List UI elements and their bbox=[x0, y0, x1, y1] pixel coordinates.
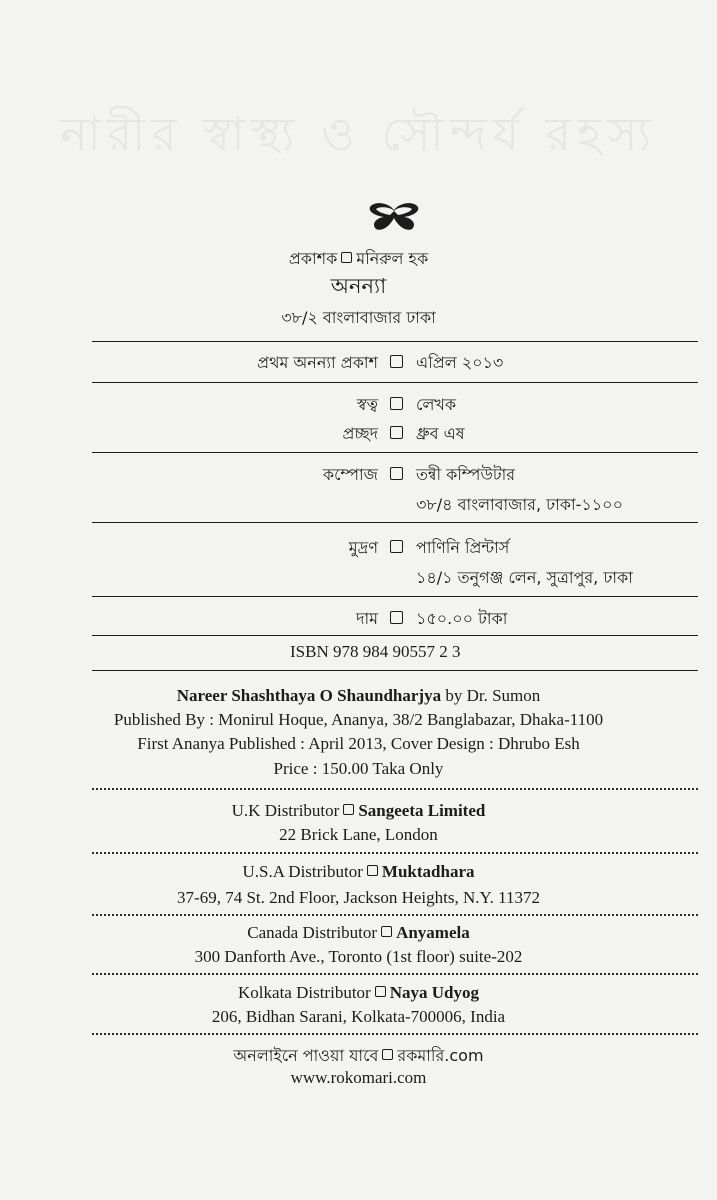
square-bullet-icon bbox=[341, 252, 352, 263]
divider bbox=[92, 452, 698, 453]
square-bullet-icon bbox=[390, 426, 403, 439]
publisher-label: প্রকাশক bbox=[288, 249, 338, 268]
dotted-divider bbox=[92, 788, 698, 790]
square-bullet-icon bbox=[367, 865, 378, 876]
square-bullet-icon bbox=[375, 986, 386, 997]
usa-distributor-line bbox=[0, 862, 717, 882]
publisher-company: অনন্যা bbox=[330, 274, 387, 298]
canada-distributor-label: Canada Distributor bbox=[247, 923, 378, 942]
square-bullet-icon bbox=[390, 397, 403, 410]
square-bullet-icon bbox=[390, 540, 403, 553]
dotted-divider bbox=[92, 852, 698, 854]
english-title: Nareer Shashthaya O Shaundharjya bbox=[176, 686, 442, 705]
usa-distributor-label: U.S.A Distributor bbox=[242, 862, 363, 881]
isbn: ISBN 978 984 90557 2 3 bbox=[290, 642, 461, 661]
kolkata-distributor-line bbox=[0, 983, 717, 1003]
divider bbox=[92, 341, 698, 342]
compose-value: তন্বী কম্পিউটার bbox=[416, 465, 516, 484]
english-published-by: Published By : Monirul Hoque, Ananya, 38/2 Banglabazar, Dhaka-1100 bbox=[113, 710, 604, 729]
print-value: পাণিনি প্রিন্টার্স bbox=[416, 538, 510, 557]
square-bullet-icon bbox=[381, 926, 392, 937]
uk-distributor-name: Sangeeta Limited bbox=[358, 801, 486, 820]
divider bbox=[92, 635, 698, 636]
online-store-name: রকমারি.com bbox=[397, 1046, 484, 1065]
uk-distributor-address: 22 Brick Lane, London bbox=[279, 825, 438, 844]
divider bbox=[92, 670, 698, 671]
print-address: ১৪/১ তনুগঞ্জ লেন, সুত্রাপুর, ঢাকা bbox=[416, 568, 633, 587]
kolkata-distributor-name: Naya Udyog bbox=[389, 983, 479, 1002]
kolkata-distributor-label: Kolkata Distributor bbox=[238, 983, 371, 1002]
rights-value: লেখক bbox=[416, 395, 457, 414]
usa-distributor-name: Muktadhara bbox=[381, 862, 475, 881]
square-bullet-icon bbox=[390, 611, 403, 624]
dotted-divider bbox=[92, 973, 698, 975]
butterfly-logo-icon bbox=[368, 202, 420, 232]
square-bullet-icon bbox=[390, 467, 403, 480]
kolkata-distributor-address: 206, Bidhan Sarani, Kolkata-700006, India bbox=[211, 1007, 506, 1026]
compose-label: কম্পোজ bbox=[322, 465, 378, 484]
uk-distributor-line bbox=[0, 801, 717, 821]
publisher-address: ৩৮/২ বাংলাবাজার ঢাকা bbox=[281, 308, 436, 327]
online-line bbox=[0, 1043, 717, 1070]
usa-distributor-address: 37-69, 74 St. 2nd Floor, Jackson Heights, N.Y. 11372 bbox=[177, 888, 540, 907]
english-price: Price : 150.00 Taka Only bbox=[273, 759, 444, 778]
square-bullet-icon bbox=[390, 355, 403, 368]
online-url: www.rokomari.com bbox=[290, 1068, 427, 1087]
ghost-title-bleedthrough: নারীর স্বাস্থ্য ও সৌন্দর্য রহস্য bbox=[60, 107, 657, 161]
divider bbox=[92, 382, 698, 383]
english-author: by Dr. Sumon bbox=[441, 686, 541, 705]
canada-distributor-name: Anyamela bbox=[396, 923, 470, 942]
canada-distributor-line bbox=[0, 923, 717, 943]
rights-label: স্বত্ব bbox=[356, 395, 378, 414]
canada-distributor-address: 300 Danforth Ave., Toronto (1st floor) suite-202 bbox=[194, 947, 523, 966]
cover-label: প্রচ্ছদ bbox=[342, 424, 378, 443]
divider bbox=[92, 596, 698, 597]
online-label: অনলাইনে পাওয়া যাবে bbox=[233, 1046, 379, 1065]
divider bbox=[92, 522, 698, 523]
first-pub-value: এপ্রিল ২০১৩ bbox=[416, 353, 504, 372]
square-bullet-icon bbox=[343, 804, 354, 815]
publisher-name: মনিরুল হক bbox=[356, 249, 429, 268]
english-title-line bbox=[0, 686, 717, 706]
square-bullet-icon bbox=[382, 1049, 393, 1060]
price-label: দাম bbox=[356, 609, 378, 628]
print-label: মুদ্রণ bbox=[348, 538, 378, 557]
dotted-divider bbox=[92, 1033, 698, 1035]
uk-distributor-label: U.K Distributor bbox=[231, 801, 340, 820]
compose-address: ৩৮/৪ বাংলাবাজার, ঢাকা-১১০০ bbox=[416, 495, 623, 514]
first-pub-label: প্রথম অনন্যা প্রকাশ bbox=[257, 353, 378, 372]
price-value: ১৫০.০০ টাকা bbox=[416, 609, 508, 628]
english-first-published: First Ananya Published : April 2013, Cover Design : Dhrubo Esh bbox=[137, 734, 580, 753]
publisher-line bbox=[0, 246, 717, 273]
dotted-divider bbox=[92, 914, 698, 916]
cover-value: ধ্রুব এষ bbox=[416, 424, 465, 443]
